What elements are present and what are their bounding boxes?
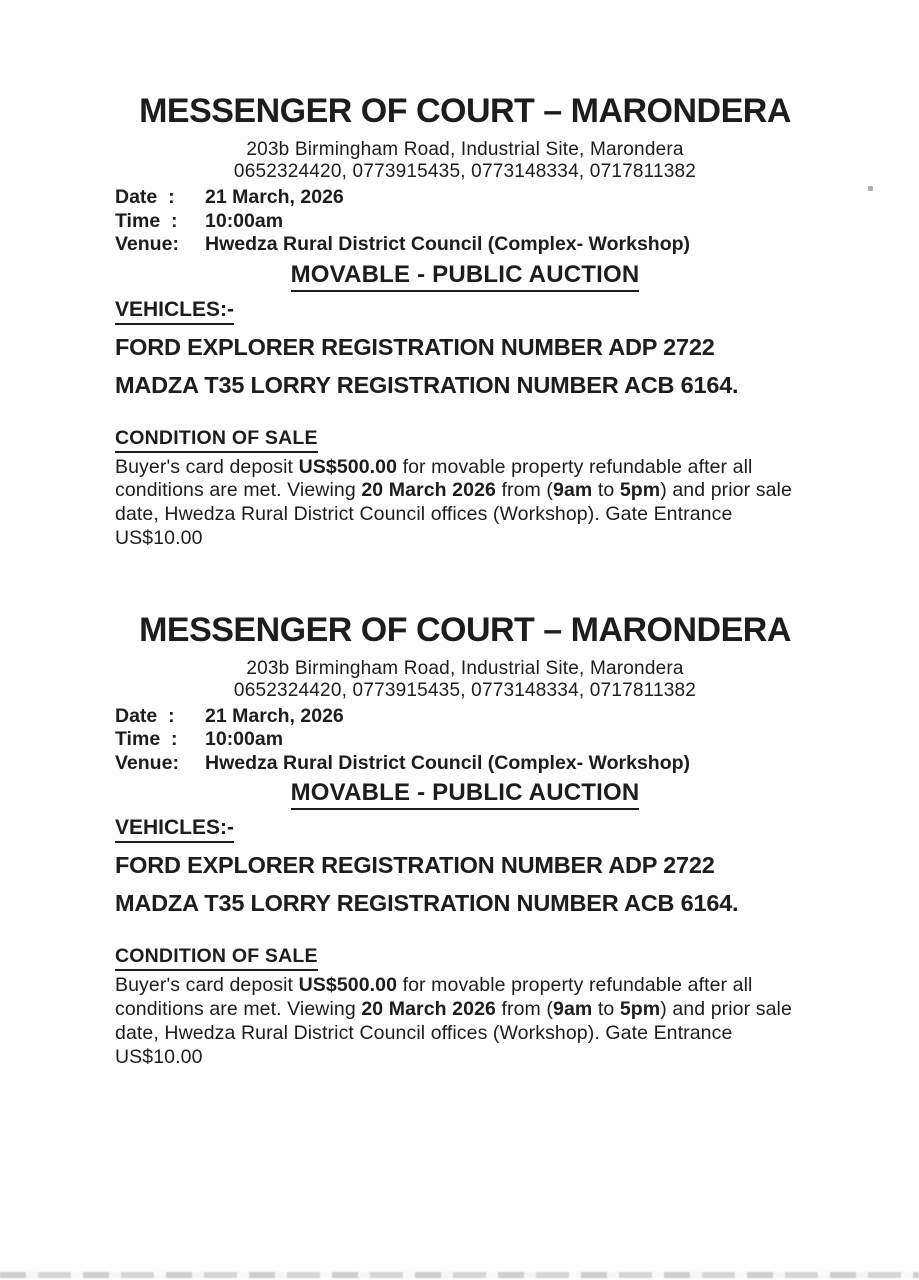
phone-line: 0652324420, 0773915435, 0773148334, 0717811382 <box>233 161 697 182</box>
condition-line: US$10.00 <box>115 1045 203 1068</box>
venue-label: Venue: <box>115 751 179 774</box>
date-row <box>115 186 815 210</box>
condition-line: conditions are met. Viewing 20 March 2026 from (9am to 5pm) and prior sale <box>115 479 792 502</box>
date-value: 21 March, 2026 <box>205 704 344 727</box>
venue-label: Venue: <box>115 233 179 255</box>
auction-heading-wrap <box>115 261 815 292</box>
condition-line: conditions are met. Viewing 20 March 2026 from (9am to 5pm) and prior sale <box>115 997 792 1020</box>
condition-line: US$10.00 <box>115 526 203 549</box>
condition-line: date, Hwedza Rural District Council offices (Workshop). Gate Entrance <box>115 1021 733 1044</box>
time-label: Time : <box>115 728 178 751</box>
address-line: 203b Birmingham Road, Industrial Site, Marondera <box>246 657 684 679</box>
notice-copy-1 <box>115 92 815 551</box>
notice-title: MESSENGER OF COURT – MARONDERA <box>139 610 791 649</box>
scan-speck-artifact <box>868 186 873 191</box>
vehicle-line: MADZA T35 LORRY REGISTRATION NUMBER ACB 6164. <box>115 890 739 917</box>
condition-line: Buyer's card deposit US$500.00 for movable property refundable after all <box>115 974 753 997</box>
condition-line: Buyer's card deposit US$500.00 for movable property refundable after all <box>115 455 753 478</box>
date-label: Date : <box>115 186 175 208</box>
time-value: 10:00am <box>205 728 284 751</box>
time-row <box>115 728 815 752</box>
venue-value: Hwedza Rural District Council (Complex- Workshop) <box>205 233 691 255</box>
time-label: Time : <box>115 209 178 232</box>
details-block <box>115 186 815 257</box>
venue-value: Hwedza Rural District Council (Complex- Workshop) <box>205 751 691 774</box>
venue-row <box>115 752 815 776</box>
venue-row <box>115 233 815 257</box>
auction-heading: MOVABLE - PUBLIC AUCTION <box>291 261 640 292</box>
details-block <box>115 705 815 776</box>
notice-title: MESSENGER OF COURT – MARONDERA <box>139 92 791 130</box>
vehicle-line: FORD EXPLORER REGISTRATION NUMBER ADP 2722 <box>115 333 715 360</box>
vehicle-line: FORD EXPLORER REGISTRATION NUMBER ADP 2722 <box>115 852 715 879</box>
vehicle-line: MADZA T35 LORRY REGISTRATION NUMBER ACB 6164. <box>115 371 739 398</box>
time-row <box>115 210 815 234</box>
vehicles-heading: VEHICLES:- <box>115 298 234 325</box>
auction-heading: MOVABLE - PUBLIC AUCTION <box>291 779 640 810</box>
condition-heading: CONDITION OF SALE <box>115 945 318 971</box>
auction-heading-wrap <box>115 779 815 810</box>
notice-copy-2 <box>115 611 815 1070</box>
condition-paragraph <box>115 456 815 551</box>
date-label: Date : <box>115 704 175 727</box>
date-value: 21 March, 2026 <box>205 186 344 208</box>
condition-heading: CONDITION OF SALE <box>115 427 318 453</box>
vehicles-heading: VEHICLES:- <box>115 816 234 843</box>
condition-paragraph <box>115 974 815 1069</box>
condition-line: date, Hwedza Rural District Council offices (Workshop). Gate Entrance <box>115 503 733 526</box>
time-value: 10:00am <box>205 209 284 232</box>
date-row <box>115 705 815 729</box>
address-line: 203b Birmingham Road, Industrial Site, Marondera <box>246 139 684 160</box>
phone-line: 0652324420, 0773915435, 0773148334, 0717811382 <box>233 679 697 701</box>
scan-edge-artifact <box>0 1272 919 1278</box>
